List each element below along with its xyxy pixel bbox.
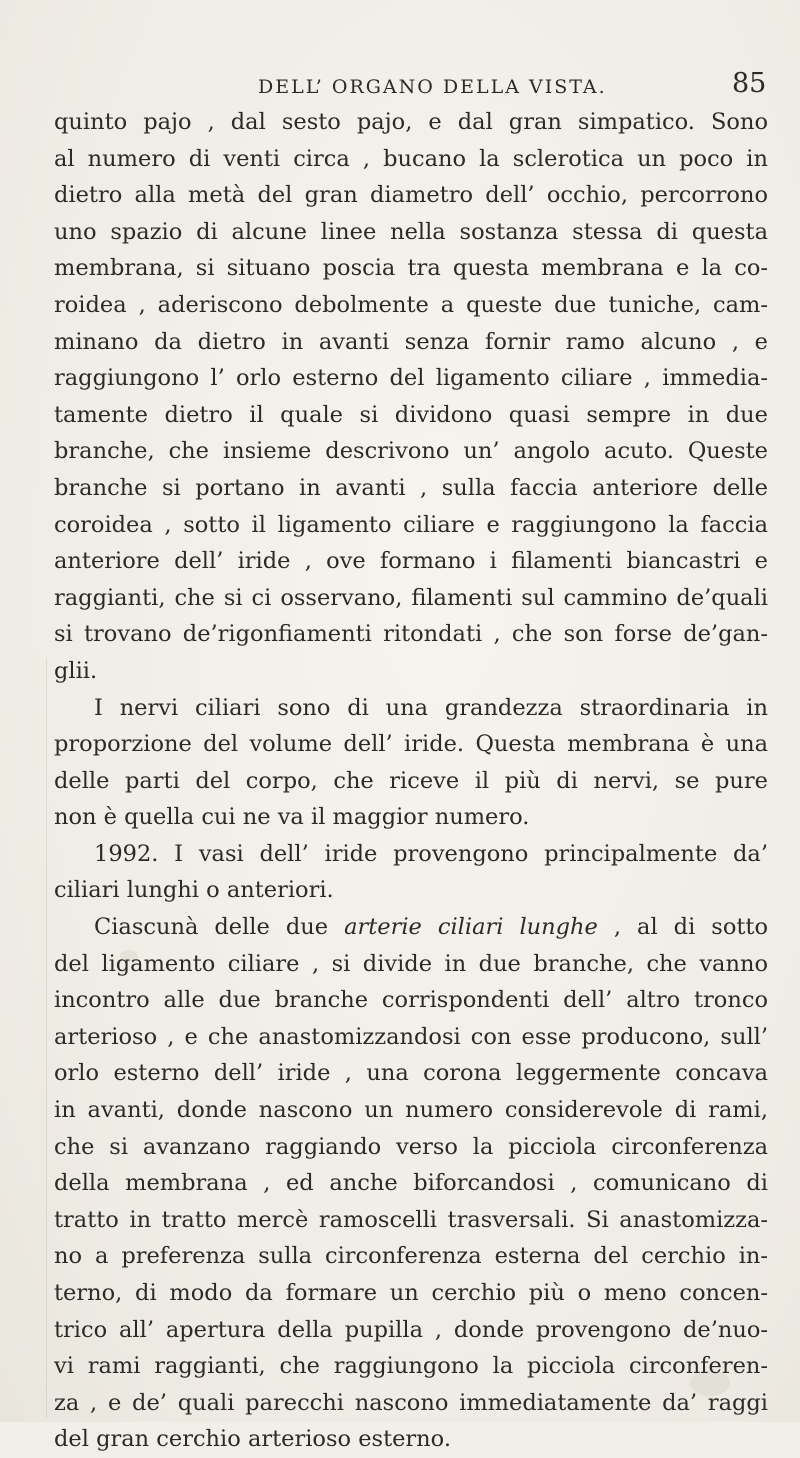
body-text bbox=[54, 104, 768, 1458]
italic-term: arterie ciliari lunghe bbox=[344, 914, 598, 941]
text-line: orlo esterno dell’ iride , una corona leggermente concava bbox=[54, 1060, 768, 1087]
text-line: in avanti, donde nascono un numero considerevole di rami, bbox=[54, 1097, 768, 1124]
margin-rule bbox=[46, 658, 47, 1418]
text-line: vi rami raggianti, che raggiungono la picciola circonferen- bbox=[54, 1353, 768, 1380]
paragraph-start-line: I nervi ciliari sono di una grandezza straordinaria in bbox=[94, 694, 768, 721]
text-line: al numero di venti circa , bucano la sclerotica un poco in bbox=[54, 145, 768, 172]
text-line: del ligamento ciliare , si divide in due branche, che vanno bbox=[54, 950, 768, 977]
text-line: ciliari lunghi o anteriori. bbox=[54, 877, 334, 904]
page-number: 85 bbox=[732, 68, 767, 99]
running-title: DELL’ ORGANO DELLA VISTA. bbox=[258, 76, 607, 98]
text-line: quinto pajo , dal sesto pajo, e dal gran simpatico. Sono bbox=[54, 109, 768, 135]
text-span: , al di sotto bbox=[613, 914, 768, 941]
text-line: anteriore dell’ iride , ove formano i filamenti biancastri e bbox=[54, 548, 768, 575]
text-line: uno spazio di alcune linee nella sostanza stessa di questa bbox=[54, 218, 768, 245]
text-line: raggiungono l’ orlo esterno del ligamento ciliare , immedia- bbox=[54, 365, 768, 392]
text-line: coroidea , sotto il ligamento ciliare e raggiungono la faccia bbox=[54, 511, 768, 538]
text-line: delle parti del corpo, che riceve il più di nervi, se pure bbox=[54, 767, 768, 794]
text-line: si trovano de’rigonfiamenti ritondati , che son forse de’gan- bbox=[54, 621, 768, 648]
text-line: no a preferenza sulla circonferenza esterna del cerchio in- bbox=[54, 1243, 768, 1270]
text-line: incontro alle due branche corrispondenti dell’ altro tronco bbox=[54, 987, 768, 1014]
text-line: raggianti, che si ci osservano, filamenti sul cammino de’quali bbox=[54, 584, 768, 611]
text-line: proporzione del volume dell’ iride. Questa membrana è una bbox=[54, 731, 768, 758]
text-line: terno, di modo da formare un cerchio più o meno concen- bbox=[54, 1280, 768, 1306]
text-line: del gran cerchio arterioso esterno. bbox=[54, 1426, 451, 1453]
section-number-line: 1992. I vasi dell’ iride provengono principalmente da’ bbox=[94, 840, 768, 867]
text-line: della membrana , ed anche biforcandosi , comunicano di bbox=[54, 1170, 768, 1197]
text-line: arterioso , e che anastomizzandosi con esse producono, sull’ bbox=[54, 1023, 768, 1050]
text-line: tratto in tratto mercè ramoscelli trasversali. Si anastomizza- bbox=[54, 1206, 768, 1233]
text-line: minano da dietro in avanti senza fornir ramo alcuno , e bbox=[54, 328, 768, 355]
text-line: branche si portano in avanti , sulla faccia anteriore delle bbox=[54, 474, 768, 501]
text-line: roidea , aderiscono debolmente a queste due tuniche, cam- bbox=[54, 291, 768, 318]
text-line: dietro alla metà del gran diametro dell’ occhio, percorrono bbox=[54, 182, 768, 209]
text-span: Ciascunà delle due bbox=[94, 914, 329, 941]
text-line: za , e de’ quali parecchi nascono immediatamente da’ raggi bbox=[54, 1389, 768, 1416]
text-line: tamente dietro il quale si dividono quasi sempre in due bbox=[54, 401, 768, 428]
paragraph-start-line bbox=[54, 909, 768, 946]
text-line: glii. bbox=[54, 657, 98, 684]
text-line: trico all’ apertura della pupilla , donde provengono de’nuo- bbox=[54, 1316, 768, 1343]
text-line: che si avanzano raggiando verso la picciola circonferenza bbox=[54, 1133, 768, 1160]
text-line: non è quella cui ne va il maggior numero. bbox=[54, 804, 530, 831]
text-line: branche, che insieme descrivono un’ angolo acuto. Queste bbox=[54, 438, 768, 465]
text-line: membrana, si situano poscia tra questa membrana e la co- bbox=[54, 255, 768, 282]
page-header bbox=[0, 66, 800, 106]
